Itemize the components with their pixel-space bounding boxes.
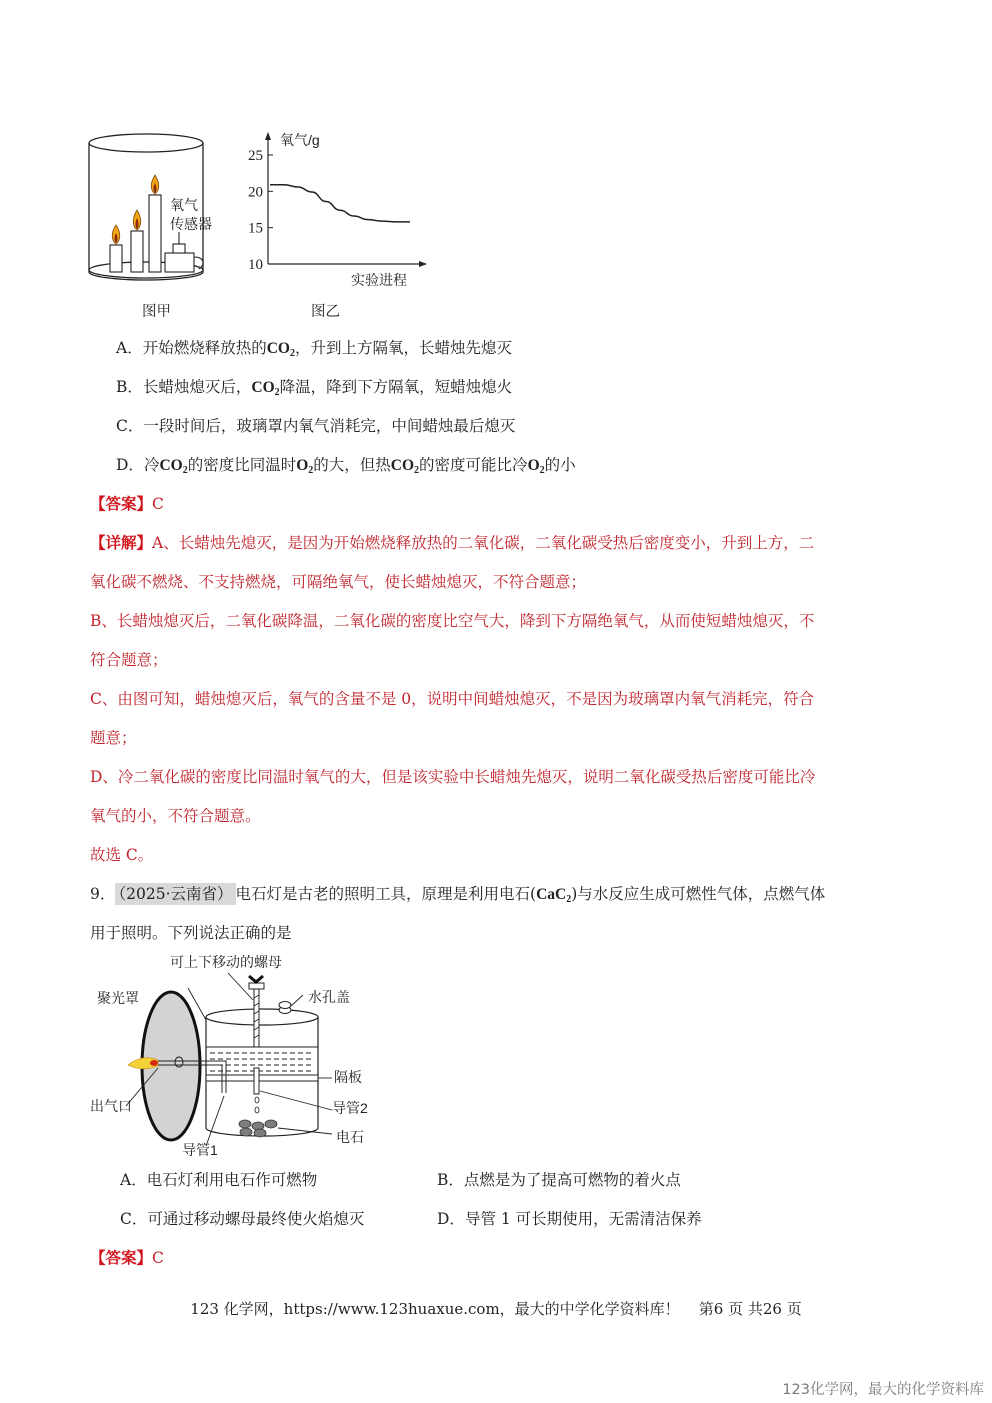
q8-option-d[interactable] bbox=[116, 455, 576, 481]
y-tick-label: 10 bbox=[248, 257, 263, 273]
chart-x-label: 实验进程 bbox=[351, 272, 407, 288]
option-text: 点燃是为了提高可燃物的着火点 bbox=[463, 1171, 681, 1189]
option-label: B． bbox=[116, 378, 143, 396]
answer-value: C bbox=[152, 495, 164, 513]
q8-explain-line-8: 氧气的小，不符合题意。 bbox=[90, 807, 261, 825]
answer-tag: 【答案】 bbox=[90, 494, 153, 513]
formula-sub: 2 bbox=[566, 894, 572, 905]
figure-yi-caption: 图乙 bbox=[311, 304, 340, 320]
chemical-formula: $CO_2$ bbox=[159, 457, 188, 476]
q8-explain-line-7: D、冷二氧化碳的密度比同温时氧气的大，但是该实验中长蜡烛先熄灭，说明二氧化碳受热后密度可能比冷 bbox=[90, 768, 816, 786]
page-footer bbox=[0, 1298, 992, 1319]
q8-explain-line-4: 符合题意； bbox=[90, 651, 168, 669]
footer-site-text: 123 化学网，https://www.123huaxue.com，最大的中学化学资料库！ bbox=[190, 1300, 680, 1318]
q8-option-b[interactable] bbox=[116, 377, 512, 403]
q8-option-c[interactable] bbox=[116, 416, 515, 436]
q8-answer bbox=[90, 494, 164, 514]
sensor-label bbox=[170, 196, 212, 234]
explain-text: A、长蜡烛先熄灭，是因为开始燃烧释放热的二氧化碳，二氧化碳受热后密度变小，升到上方，二 bbox=[152, 534, 815, 552]
option-text: 电石灯利用电石作可燃物 bbox=[146, 1171, 318, 1189]
label-tube1: 导管1 bbox=[182, 1142, 218, 1158]
option-text: 的密度比同温时 bbox=[187, 456, 297, 474]
chemical-formula: $CO_2$ bbox=[251, 379, 280, 398]
option-text: 降温，降到下方隔氧，短蜡烛熄火 bbox=[279, 378, 513, 396]
q9-stem-line-2: 用于照明。下列说法正确的是 bbox=[90, 924, 292, 942]
option-label: C． bbox=[116, 417, 144, 435]
page-number: 第6 页 共26 页 bbox=[698, 1300, 802, 1318]
label-adjustable-nut: 可上下移动的螺母 bbox=[170, 954, 282, 970]
option-text: 冷 bbox=[143, 456, 160, 474]
option-text: 导管 1 可长期使用，无需清洁保养 bbox=[464, 1210, 702, 1228]
chart-y-label: 氧气/g bbox=[280, 132, 320, 148]
sensor-label-line1: 氧气 bbox=[170, 197, 198, 213]
y-tick-label: 15 bbox=[248, 220, 263, 237]
chemical-formula: $CO_2$ bbox=[266, 340, 295, 359]
y-tick-label: 20 bbox=[248, 184, 263, 201]
q8-explain-line-2: 氧化碳不燃烧、不支持燃烧，可隔绝氧气，使长蜡烛熄灭，不符合题意； bbox=[90, 573, 587, 591]
chemical-formula: $O_2$ bbox=[296, 457, 314, 476]
y-axis-arrow bbox=[265, 132, 271, 140]
q8-explain-line-3: B、长蜡烛熄灭后，二氧化碳降温，二氧化碳的密度比空气大，降到下方隔绝氧气，从而使短蜡烛熄灭，不 bbox=[90, 612, 815, 630]
label-partition: 隔板 bbox=[334, 1069, 362, 1085]
option-text: 长蜡烛熄灭后， bbox=[142, 378, 252, 396]
option-label: C． bbox=[120, 1210, 148, 1228]
option-text: 一段时间后，玻璃罩内氧气消耗完，中间蜡烛最后熄灭 bbox=[143, 417, 516, 435]
oxygen-chart bbox=[236, 128, 436, 293]
option-text: 的小 bbox=[544, 456, 576, 474]
option-label: D． bbox=[116, 456, 144, 474]
option-label: B． bbox=[437, 1171, 464, 1189]
q9-option-c[interactable] bbox=[120, 1209, 364, 1229]
q8-explain-line-5: C、由图可知，蜡烛熄灭后，氧气的含量不是 0，说明中间蜡烛熄灭，不是因为玻璃罩内氧气消耗完，符合 bbox=[90, 690, 815, 708]
option-text: ，升到上方隔氧，长蜡烛先熄灭 bbox=[294, 339, 512, 357]
answer-value: C bbox=[152, 1249, 164, 1267]
q8-explain-line-9: 故选 C。 bbox=[90, 846, 154, 864]
y-tick-label: 25 bbox=[248, 148, 263, 164]
option-label: A． bbox=[120, 1171, 147, 1189]
option-label: A． bbox=[116, 339, 143, 357]
q9-answer bbox=[90, 1248, 164, 1268]
q9-option-b[interactable] bbox=[437, 1170, 681, 1190]
label-outlet: 出气口 bbox=[90, 1098, 132, 1114]
label-water-cap: 水孔盖 bbox=[308, 989, 350, 1005]
chemical-formula: $O_2$ bbox=[527, 457, 545, 476]
label-carbide: 电石 bbox=[336, 1129, 364, 1145]
label-tube2: 导管2 bbox=[332, 1100, 368, 1116]
formula-main: CaC bbox=[536, 886, 567, 903]
middle-candle bbox=[131, 210, 143, 272]
option-text: 的大，但热 bbox=[313, 456, 391, 474]
option-text: 开始燃烧释放热的 bbox=[142, 339, 267, 357]
q9-stem-text-b: )与水反应生成可燃性气体，点燃气体 bbox=[571, 885, 826, 903]
watermark: 123化学网，最大的化学资料库 bbox=[782, 1382, 984, 1398]
q9-option-d[interactable] bbox=[437, 1209, 702, 1229]
question-source-badge: （2025·云南省） bbox=[115, 883, 235, 905]
calcium-carbide-stones bbox=[239, 1120, 277, 1137]
short-candle bbox=[110, 225, 122, 272]
chemical-formula: $CO_2$ bbox=[390, 457, 420, 476]
sensor-label-line2: 传感器 bbox=[170, 216, 212, 232]
option-text: 可通过移动螺母最终使火焰熄灭 bbox=[147, 1210, 365, 1228]
question-number: 9． bbox=[90, 885, 116, 903]
q9-option-a[interactable] bbox=[120, 1170, 317, 1190]
q8-option-a[interactable] bbox=[116, 338, 512, 364]
partition bbox=[206, 1075, 318, 1081]
label-reflector: 聚光罩 bbox=[97, 990, 139, 1006]
q8-explain-line-6: 题意； bbox=[90, 729, 137, 747]
adjustable-nut bbox=[249, 983, 264, 989]
q8-explain-line-1 bbox=[90, 533, 814, 553]
option-label: D． bbox=[437, 1210, 465, 1228]
q9-stem-text-a: 电石灯是古老的照明工具，原理是利用电石( bbox=[235, 885, 537, 903]
q9-stem-line-1 bbox=[90, 884, 825, 910]
answer-tag: 【答案】 bbox=[90, 1248, 153, 1267]
option-text: 的密度可能比冷 bbox=[419, 456, 528, 474]
explain-tag: 【详解】 bbox=[90, 533, 153, 552]
x-axis-arrow bbox=[419, 261, 427, 267]
formula-cac2 bbox=[536, 886, 571, 903]
oxygen-series-line bbox=[270, 185, 410, 222]
tall-candle bbox=[149, 175, 161, 272]
figure-jia-caption: 图甲 bbox=[142, 304, 171, 320]
